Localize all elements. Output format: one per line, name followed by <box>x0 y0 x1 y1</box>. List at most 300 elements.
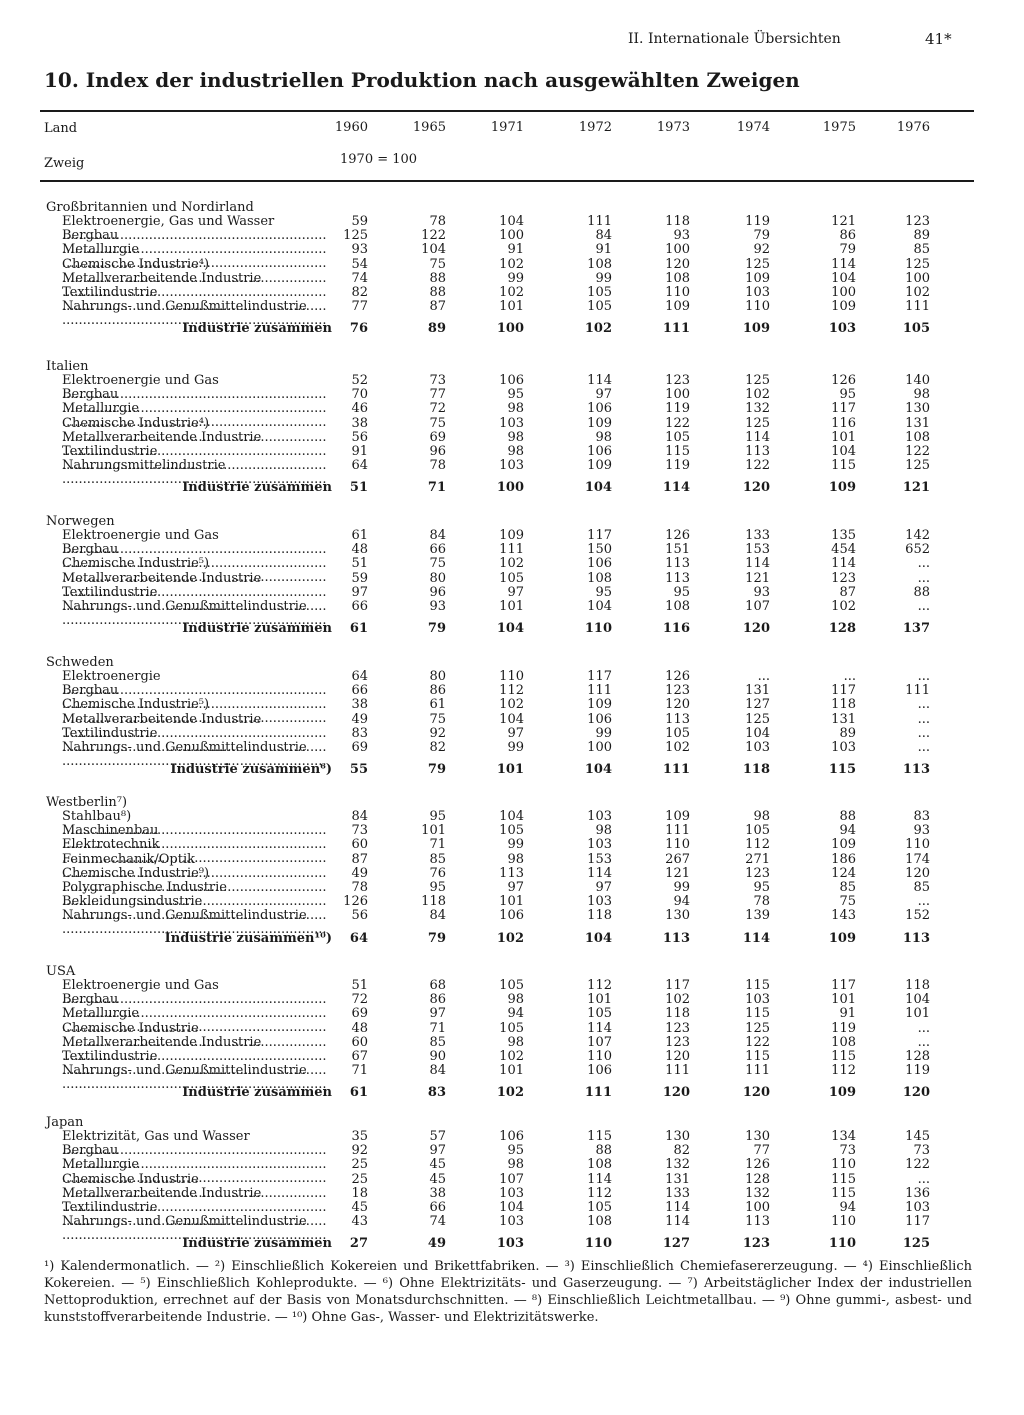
branch-label: Textilindustrie ..... <box>62 586 330 614</box>
table-cell: 84 <box>429 528 446 543</box>
table-cell: 119 <box>905 1063 930 1079</box>
table-cell: 145 <box>905 1129 930 1144</box>
table-row <box>0 713 1024 727</box>
table-cell: 122 <box>745 1034 770 1050</box>
table-cell: 454 <box>831 542 856 558</box>
branch-label: Chemische Industrie⁴) ..... <box>62 417 330 445</box>
table-row <box>0 1201 1024 1215</box>
table-cell: 107 <box>499 1171 524 1187</box>
table-cell: 132 <box>745 1185 770 1201</box>
total-cell: 111 <box>662 321 690 337</box>
table-cell: 105 <box>499 978 524 993</box>
table-cell: 103 <box>905 1200 930 1215</box>
table-cell: 85 <box>429 851 446 867</box>
table-cell: 72 <box>429 401 446 417</box>
table-cell: 95 <box>507 1143 524 1159</box>
table-cell: 123 <box>831 570 856 586</box>
table-cell: 48 <box>351 542 368 558</box>
country-name: USA <box>46 964 76 979</box>
table-cell: 142 <box>905 528 930 543</box>
table-cell: 652 <box>905 542 930 558</box>
table-cell: 153 <box>745 542 770 558</box>
table-row <box>0 824 1024 838</box>
table-row <box>0 388 1024 402</box>
table-cell: 84 <box>429 1063 446 1079</box>
table-cell: 102 <box>499 256 524 272</box>
table-cell: 125 <box>745 1020 770 1036</box>
table-row <box>0 895 1024 909</box>
footnotes: ¹) Kalendermonatlich. — ²) Einschließlich Kokereien und Brikettfabriken. — ³) Einschließlich Chemiefasererzeugung. — ⁴) Einschließlich Kokereien. — ⁵) Einschließlich Kohleprodukte. — ⁶) Ohne Elektrizitäts- und Gaserzeugung. — ⁷) Arbeitstäglicher Index der industriellen Nettoproduktion, errechnet auf der Basis von Monatsdurchschnitten. — ⁸) Einschließlich Leichtmetallbau. — ⁹) Ohne gummi-, asbest- und kunststoffverarbeitende Industrie. — ¹⁰) Ohne Gas-, Wasser- und Elektrizitätswerke. <box>44 1259 972 1325</box>
branch-label: Metallurgie ..... <box>62 1158 330 1186</box>
total-row <box>0 621 1024 637</box>
table-cell: 66 <box>351 599 368 614</box>
table-cell: 83 <box>913 809 930 824</box>
table-cell: 107 <box>587 1034 612 1050</box>
table-cell: 120 <box>905 865 930 881</box>
table-cell: 121 <box>831 214 856 229</box>
table-cell: 89 <box>839 725 856 741</box>
table-cell: 119 <box>831 1020 856 1036</box>
table-cell: 133 <box>745 528 770 543</box>
table-cell: 131 <box>831 711 856 727</box>
table-cell: 95 <box>429 809 446 824</box>
country-name: Norwegen <box>46 514 115 529</box>
table-cell: 100 <box>665 242 690 258</box>
branch-label: Bergbau ..... <box>62 388 330 416</box>
table-cell: ... <box>917 725 930 741</box>
table-cell: 95 <box>673 584 690 600</box>
total-cell: 120 <box>662 1085 690 1101</box>
table-cell: 101 <box>587 992 612 1008</box>
table-cell: 122 <box>905 444 930 459</box>
branch-label: Elektroenergie ..... <box>62 670 330 698</box>
total-cell: 109 <box>828 480 856 496</box>
table-cell: 84 <box>595 228 612 244</box>
branch-label: Bergbau ..... <box>62 229 330 257</box>
table-cell: 117 <box>831 978 856 993</box>
branch-label: Bergbau ..... <box>62 543 330 571</box>
table-cell: 128 <box>745 1171 770 1187</box>
table-cell: 87 <box>429 299 446 315</box>
table-row <box>0 853 1024 867</box>
table-cell: 108 <box>587 570 612 586</box>
table-cell: 110 <box>831 1214 856 1230</box>
table-cell: 84 <box>351 809 368 824</box>
table-cell: 122 <box>665 415 690 431</box>
table-cell: 18 <box>351 1185 368 1201</box>
branch-label: Polygraphische Industrie ..... <box>62 881 330 909</box>
table-cell: 100 <box>905 270 930 286</box>
table-cell: ... <box>917 711 930 727</box>
table-cell: 104 <box>745 725 770 741</box>
table-cell: 125 <box>745 256 770 272</box>
table-cell: 103 <box>499 415 524 431</box>
table-cell: 125 <box>745 373 770 388</box>
table-cell: 106 <box>587 1063 612 1079</box>
table-cell: 105 <box>745 823 770 839</box>
table-row <box>0 417 1024 431</box>
table-cell: ... <box>917 697 930 713</box>
total-cell: 79 <box>427 621 446 637</box>
branch-label: Bergbau ..... <box>62 684 330 712</box>
table-cell: 112 <box>745 837 770 853</box>
table-cell: 74 <box>351 270 368 286</box>
table-cell: 109 <box>587 415 612 431</box>
table-cell: 106 <box>587 401 612 417</box>
table-cell: 71 <box>351 1063 368 1079</box>
table-cell: 92 <box>753 242 770 258</box>
table-cell: 104 <box>905 992 930 1008</box>
table-cell: 103 <box>587 837 612 853</box>
table-cell: 128 <box>905 1049 930 1064</box>
table-row <box>0 1130 1024 1144</box>
table-cell: 59 <box>351 570 368 586</box>
table-cell: 103 <box>831 740 856 755</box>
table-cell: 95 <box>839 387 856 403</box>
table-cell: 85 <box>429 1034 446 1050</box>
table-cell: 74 <box>429 1214 446 1230</box>
table-cell: 117 <box>831 401 856 417</box>
table-cell: 123 <box>665 373 690 388</box>
total-cell: 120 <box>742 621 770 637</box>
total-row <box>0 931 1024 947</box>
table-cell: 70 <box>351 387 368 403</box>
table-cell: 110 <box>905 837 930 853</box>
branch-label: Chemische Industrie ..... <box>62 1173 330 1201</box>
table-cell: 115 <box>745 1049 770 1064</box>
table-cell: 118 <box>905 978 930 993</box>
table-cell: 60 <box>351 1034 368 1050</box>
total-row <box>0 1236 1024 1252</box>
total-label: Industrie zusammen⁶) <box>170 762 332 778</box>
table-cell: 118 <box>587 908 612 924</box>
table-cell: 123 <box>745 865 770 881</box>
table-cell: 114 <box>745 429 770 445</box>
table-cell: 132 <box>745 401 770 417</box>
branch-label: Metallurgie ..... <box>62 1007 330 1035</box>
table-cell: 105 <box>665 725 690 741</box>
total-cell: 114 <box>742 930 770 946</box>
table-cell: 112 <box>499 683 524 699</box>
branch-label: Metallverarbeitende Industrie ..... <box>62 1036 330 1064</box>
table-cell: 100 <box>499 228 524 244</box>
table-row <box>0 600 1024 614</box>
table-cell: 126 <box>665 528 690 543</box>
table-row <box>0 300 1024 314</box>
table-cell: 85 <box>839 880 856 895</box>
table-cell: 114 <box>831 556 856 572</box>
table-cell: 99 <box>507 837 524 853</box>
table-cell: 80 <box>429 570 446 586</box>
total-cell: 113 <box>902 930 930 946</box>
table-cell: 113 <box>665 711 690 727</box>
table-cell: 130 <box>665 1129 690 1144</box>
total-cell: 120 <box>902 1085 930 1101</box>
table-cell: 114 <box>587 1020 612 1036</box>
table-cell: 115 <box>831 1049 856 1064</box>
table-cell: 114 <box>587 1171 612 1187</box>
total-row <box>0 321 1024 337</box>
table-cell: 97 <box>595 387 612 403</box>
total-cell: 103 <box>496 1236 524 1252</box>
table-cell: 87 <box>839 584 856 600</box>
table-cell: 60 <box>351 837 368 853</box>
total-cell: 125 <box>902 1236 930 1252</box>
table-cell: 118 <box>831 697 856 713</box>
table-cell: 98 <box>595 823 612 839</box>
total-cell: 49 <box>427 1236 446 1252</box>
table-cell: 64 <box>351 669 368 684</box>
table-cell: 85 <box>913 242 930 258</box>
table-cell: 59 <box>351 214 368 229</box>
branch-label: Textilindustrie ..... <box>62 286 330 314</box>
year-header: 1975 <box>822 120 856 135</box>
branch-label: Chemische Industrie⁵) ..... <box>62 557 330 585</box>
table-cell: 115 <box>831 458 856 474</box>
table-cell: 77 <box>753 1143 770 1159</box>
base-year-note: 1970 = 100 <box>340 152 418 167</box>
branch-label: Elektroenergie, Gas und Wasser ..... <box>62 215 330 243</box>
table-cell: 119 <box>745 214 770 229</box>
table-cell: 91 <box>351 444 368 459</box>
table-cell: 102 <box>665 740 690 755</box>
table-cell: 69 <box>429 429 446 445</box>
country-name: Großbritannien und Nordirland <box>46 200 254 215</box>
table-cell: 73 <box>429 373 446 388</box>
table-cell: 101 <box>499 599 524 614</box>
country-name: Japan <box>46 1115 84 1130</box>
branch-label: Chemische Industrie⁹) ..... <box>62 867 330 895</box>
table-cell: 114 <box>587 373 612 388</box>
table-cell: 123 <box>665 1020 690 1036</box>
table-cell: 120 <box>665 1049 690 1064</box>
table-cell: 152 <box>905 908 930 924</box>
table-cell: ... <box>917 740 930 755</box>
table-row <box>0 1158 1024 1172</box>
total-label: Industrie zusammen <box>182 480 332 496</box>
table-cell: 130 <box>665 908 690 924</box>
table-cell: 105 <box>499 1020 524 1036</box>
table-cell: 123 <box>905 214 930 229</box>
table-cell: 94 <box>839 823 856 839</box>
table-cell: 99 <box>507 270 524 286</box>
table-cell: 98 <box>507 992 524 1008</box>
table-cell: 105 <box>665 429 690 445</box>
table-cell: 99 <box>673 880 690 895</box>
total-cell: 128 <box>828 621 856 637</box>
table-cell: 108 <box>587 1157 612 1173</box>
table-cell: 95 <box>429 880 446 895</box>
table-cell: 97 <box>595 880 612 895</box>
total-cell: 83 <box>427 1085 446 1101</box>
total-cell: 51 <box>349 480 368 496</box>
total-label: Industrie zusammen <box>182 621 332 637</box>
table-cell: 105 <box>499 823 524 839</box>
table-cell: ... <box>757 669 770 684</box>
table-row <box>0 698 1024 712</box>
table-row <box>0 243 1024 257</box>
table-cell: 56 <box>351 429 368 445</box>
total-cell: 111 <box>662 762 690 778</box>
table-cell: 89 <box>913 228 930 244</box>
table-cell: 94 <box>673 894 690 910</box>
table-cell: 116 <box>831 415 856 431</box>
total-label: Industrie zusammen <box>182 321 332 337</box>
branch-label: Elektrizität, Gas und Wasser ..... <box>62 1130 330 1158</box>
table-cell: 79 <box>839 242 856 258</box>
table-cell: 118 <box>665 1006 690 1022</box>
branch-label: Textilindustrie ..... <box>62 727 330 755</box>
table-cell: 97 <box>507 880 524 895</box>
branch-label: Nahrungs- und Genußmittelindustrie ..... <box>62 1215 330 1243</box>
table-cell: 125 <box>745 415 770 431</box>
table-row <box>0 1036 1024 1050</box>
branch-label: Chemische Industrie⁵) ..... <box>62 698 330 726</box>
table-cell: 102 <box>905 285 930 300</box>
table-row <box>0 1050 1024 1064</box>
table-cell: ... <box>917 669 930 684</box>
table-cell: 109 <box>587 458 612 474</box>
table-row <box>0 979 1024 993</box>
table-cell: 43 <box>351 1214 368 1230</box>
table-row <box>0 229 1024 243</box>
table-title: 10. Index der industriellen Produktion nach ausgewählten Zweigen <box>44 68 800 92</box>
table-cell: 105 <box>499 570 524 586</box>
table-cell: 125 <box>745 711 770 727</box>
table-cell: 88 <box>913 584 930 600</box>
table-cell: 114 <box>587 865 612 881</box>
branch-label: Nahrungs- und Genußmittelindustrie ..... <box>62 300 330 328</box>
table-cell: 102 <box>831 599 856 614</box>
table-cell: 109 <box>665 299 690 315</box>
table-cell: 108 <box>587 256 612 272</box>
table-cell: 108 <box>831 1034 856 1050</box>
table-cell: 103 <box>587 894 612 910</box>
table-cell: 103 <box>587 809 612 824</box>
table-cell: 104 <box>831 444 856 459</box>
table-cell: 85 <box>913 880 930 895</box>
table-cell: 75 <box>429 256 446 272</box>
table-cell: 98 <box>595 429 612 445</box>
table-cell: 103 <box>745 740 770 755</box>
table-cell: 114 <box>745 556 770 572</box>
table-cell: 103 <box>499 1185 524 1201</box>
table-cell: 71 <box>429 837 446 853</box>
table-cell: 143 <box>831 908 856 924</box>
branch-label: Bergbau ..... <box>62 993 330 1021</box>
table-row <box>0 543 1024 557</box>
table-cell: 25 <box>351 1157 368 1173</box>
branch-label: Textilindustrie ..... <box>62 1050 330 1078</box>
total-cell: 120 <box>742 480 770 496</box>
table-cell: 97 <box>429 1006 446 1022</box>
table-cell: 113 <box>665 570 690 586</box>
branch-label: Elektroenergie und Gas ..... <box>62 979 330 1007</box>
table-cell: 110 <box>665 285 690 300</box>
table-cell: 69 <box>351 1006 368 1022</box>
table-cell: 98 <box>507 401 524 417</box>
total-cell: 79 <box>427 930 446 946</box>
table-row <box>0 810 1024 824</box>
table-cell: 136 <box>905 1185 930 1201</box>
total-cell: 105 <box>902 321 930 337</box>
branch-label: Elektrotechnik ..... <box>62 838 330 866</box>
year-header: 1973 <box>656 120 690 135</box>
year-header: 1965 <box>412 120 446 135</box>
table-cell: 101 <box>499 1063 524 1079</box>
table-cell: 38 <box>351 697 368 713</box>
branch-label: Nahrungsmittelindustrie ..... <box>62 459 330 487</box>
table-cell: 38 <box>429 1185 446 1201</box>
table-cell: 78 <box>351 880 368 895</box>
column-header-land: Land <box>44 121 78 136</box>
table-cell: 102 <box>499 285 524 300</box>
table-cell: 83 <box>351 725 368 741</box>
table-row <box>0 431 1024 445</box>
table-cell: 75 <box>429 711 446 727</box>
table-cell: 119 <box>665 401 690 417</box>
total-cell: 102 <box>496 1085 524 1101</box>
table-cell: 113 <box>745 1214 770 1230</box>
branch-label: Bergbau ..... <box>62 1144 330 1172</box>
table-row <box>0 1022 1024 1036</box>
table-cell: 72 <box>351 992 368 1008</box>
table-cell: 124 <box>831 865 856 881</box>
table-row <box>0 286 1024 300</box>
total-cell: 116 <box>662 621 690 637</box>
table-cell: 78 <box>429 214 446 229</box>
total-cell: 120 <box>742 1085 770 1101</box>
table-cell: 51 <box>351 978 368 993</box>
table-cell: 101 <box>831 992 856 1008</box>
table-cell: 126 <box>831 373 856 388</box>
total-cell: 123 <box>742 1236 770 1252</box>
branch-label: Nahrungs- und Genußmittelindustrie ..... <box>62 1064 330 1092</box>
table-cell: 110 <box>745 299 770 315</box>
table-cell: 127 <box>745 697 770 713</box>
table-cell: 106 <box>499 373 524 388</box>
table-cell: 130 <box>905 401 930 417</box>
column-header-zweig: Zweig <box>44 156 85 171</box>
table-cell: 113 <box>665 556 690 572</box>
table-cell: 77 <box>429 387 446 403</box>
table-cell: 75 <box>429 415 446 431</box>
table-cell: 98 <box>507 1157 524 1173</box>
table-row <box>0 1064 1024 1078</box>
table-cell: 49 <box>351 865 368 881</box>
table-cell: 93 <box>673 228 690 244</box>
table-row <box>0 445 1024 459</box>
table-cell: ... <box>917 1034 930 1050</box>
table-cell: 97 <box>507 725 524 741</box>
table-cell: 109 <box>745 270 770 286</box>
total-cell: 27 <box>349 1236 368 1252</box>
table-cell: 122 <box>745 458 770 474</box>
table-cell: 104 <box>499 214 524 229</box>
table-cell: 104 <box>831 270 856 286</box>
table-cell: 110 <box>499 669 524 684</box>
total-cell: 111 <box>584 1085 612 1101</box>
table-cell: 101 <box>831 429 856 445</box>
table-cell: 150 <box>587 542 612 558</box>
table-cell: 49 <box>351 711 368 727</box>
table-row <box>0 557 1024 571</box>
branch-label: Nahrungs- und Genußmittelindustrie ..... <box>62 909 330 937</box>
table-cell: 101 <box>499 894 524 910</box>
table-cell: 51 <box>351 556 368 572</box>
branch-label: Maschinenbau ..... <box>62 824 330 852</box>
table-cell: 111 <box>665 823 690 839</box>
